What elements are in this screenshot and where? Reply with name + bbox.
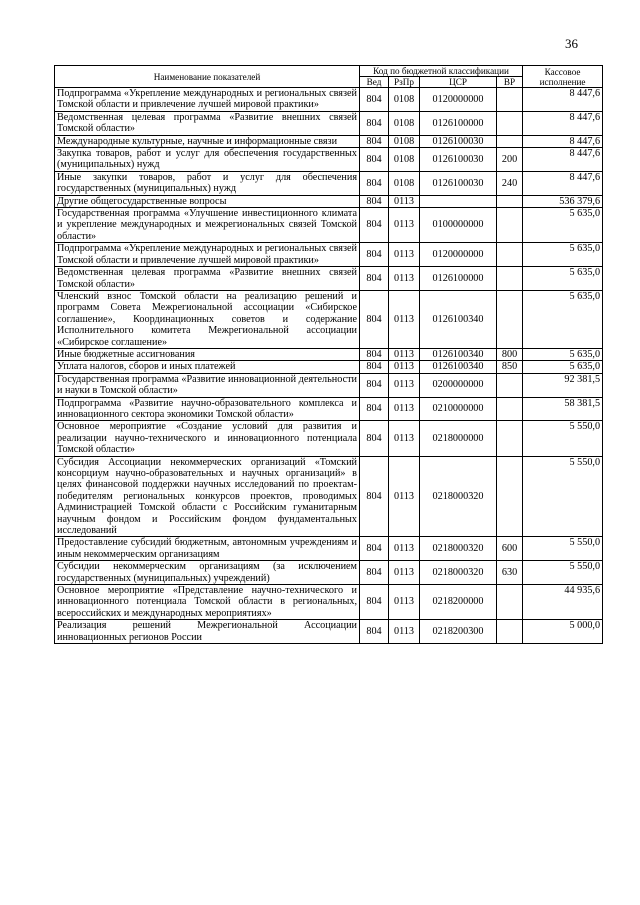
table-row: [55, 171, 603, 195]
table-row: [55, 537, 603, 561]
cell-rzpr: 0113: [389, 243, 420, 267]
cell-rzpr: 0113: [389, 290, 420, 348]
cell-rzpr: 0113: [389, 208, 420, 243]
cell-csr: 0126100000: [420, 267, 497, 291]
cell-csr: 0126100030: [420, 148, 497, 172]
cell-csr: 0126100340: [420, 361, 497, 373]
cell-name: Реализация решений Межрегиональной Ассоциации инновационных регионов России: [55, 620, 360, 644]
cell-name: Уплата налогов, сборов и иных платежей: [55, 361, 360, 373]
cell-ved: 804: [360, 348, 389, 360]
cell-amount: 44 935,6: [523, 585, 603, 620]
cell-vr: 800: [497, 348, 523, 360]
cell-ved: 804: [360, 561, 389, 585]
cell-rzpr: 0113: [389, 373, 420, 397]
cell-ved: 804: [360, 135, 389, 147]
cell-name: Государственная программа «Развитие инновационной деятельности и науки в Томской области»: [55, 373, 360, 397]
cell-amount: 5 635,0: [523, 348, 603, 360]
cell-ved: 804: [360, 397, 389, 421]
cell-vr: [497, 397, 523, 421]
cell-vr: [497, 208, 523, 243]
cell-name: Членский взнос Томской области на реализацию решений и программ Совета Межрегиональной ассоциации «Сибирское соглашение», Координационных советов и содержание Исполнительного комитета Межрегиональной ассоциации «Сибирское соглашение»: [55, 290, 360, 348]
cell-name: Субсидии некоммерческим организациям (за исключением государственных (муниципальных) учреждений): [55, 561, 360, 585]
cell-amount: 5 635,0: [523, 290, 603, 348]
cell-csr: 0100000000: [420, 208, 497, 243]
cell-name: Основное мероприятие «Создание условий для развития и реализации научно-технического и инновационного потенциала Томской области»: [55, 421, 360, 456]
cell-name: Государственная программа «Улучшение инвестиционного климата и укрепление международных и межрегиональных связей Томской области»: [55, 208, 360, 243]
cell-csr: 0218000320: [420, 537, 497, 561]
cell-vr: 600: [497, 537, 523, 561]
header-csr: ЦСР: [420, 77, 497, 88]
cell-vr: [497, 111, 523, 135]
cell-name: Подпрограмма «Укрепление международных и региональных связей Томской области и привлечение лучшей мировой практики»: [55, 88, 360, 112]
cell-name: Субсидия Ассоциации некоммерческих организаций «Томский консорциум научно-образовательных и научных организаций» в целях финансовой поддержки научных исследований по проектам-победителям региональных конкурсов проектов, проводимых Администрацией Томской области с Российским гуманитарным научным фондом и Российским фондом фундаментальных исследований: [55, 456, 360, 537]
page-number: 36: [565, 36, 578, 51]
cell-name: Подпрограмма «Укрепление международных и региональных связей Томской области и привлечение лучшей мировой практики»: [55, 243, 360, 267]
table-row: [55, 135, 603, 147]
cell-ved: 804: [360, 148, 389, 172]
cell-name: Иные закупки товаров, работ и услуг для обеспечения государственных (муниципальных) нужд: [55, 171, 360, 195]
header-name: Наименование показателей: [55, 66, 360, 88]
cell-ved: 804: [360, 290, 389, 348]
table-row: [55, 208, 603, 243]
cell-rzpr: 0113: [389, 421, 420, 456]
cell-vr: [497, 620, 523, 644]
cell-ved: 804: [360, 456, 389, 537]
table-row: [55, 195, 603, 207]
cell-vr: 630: [497, 561, 523, 585]
table-row: [55, 111, 603, 135]
table-row: [55, 348, 603, 360]
table-row: [55, 456, 603, 537]
table-row: [55, 290, 603, 348]
cell-amount: 5 635,0: [523, 208, 603, 243]
cell-vr: [497, 267, 523, 291]
cell-amount: 8 447,6: [523, 111, 603, 135]
cell-ved: 804: [360, 88, 389, 112]
table-row: [55, 397, 603, 421]
cell-rzpr: 0113: [389, 348, 420, 360]
cell-csr: 0126100000: [420, 111, 497, 135]
cell-csr: 0218000000: [420, 421, 497, 456]
cell-rzpr: 0113: [389, 561, 420, 585]
cell-amount: 5 635,0: [523, 361, 603, 373]
cell-csr: [420, 195, 497, 207]
cell-rzpr: 0113: [389, 456, 420, 537]
cell-amount: 8 447,6: [523, 135, 603, 147]
cell-ved: 804: [360, 111, 389, 135]
header-ved: Вед: [360, 77, 389, 88]
cell-vr: [497, 195, 523, 207]
cell-name: Международные культурные, научные и информационные связи: [55, 135, 360, 147]
cell-name: Ведомственная целевая программа «Развитие внешних связей Томской области»: [55, 111, 360, 135]
table-row: [55, 243, 603, 267]
cell-vr: [497, 585, 523, 620]
cell-ved: 804: [360, 421, 389, 456]
cell-amount: 5 550,0: [523, 561, 603, 585]
table-header: [55, 66, 603, 88]
cell-name: Предоставление субсидий бюджетным, автономным учреждениям и иным некоммерческим организациям: [55, 537, 360, 561]
table-row: [55, 88, 603, 112]
cell-amount: 5 635,0: [523, 267, 603, 291]
cell-rzpr: 0108: [389, 88, 420, 112]
cell-vr: [497, 421, 523, 456]
cell-amount: 5 000,0: [523, 620, 603, 644]
cell-ved: 804: [360, 620, 389, 644]
cell-rzpr: 0113: [389, 537, 420, 561]
cell-amount: 5 550,0: [523, 421, 603, 456]
cell-ved: 804: [360, 171, 389, 195]
cell-amount: 8 447,6: [523, 88, 603, 112]
cell-ved: 804: [360, 243, 389, 267]
cell-vr: [497, 456, 523, 537]
header-rzpr: РзПр: [389, 77, 420, 88]
cell-vr: 200: [497, 148, 523, 172]
cell-name: Другие общегосударственные вопросы: [55, 195, 360, 207]
cell-csr: 0218200000: [420, 585, 497, 620]
cell-amount: 8 447,6: [523, 148, 603, 172]
cell-rzpr: 0113: [389, 397, 420, 421]
table-row: [55, 373, 603, 397]
cell-amount: 5 550,0: [523, 456, 603, 537]
cell-csr: 0218200300: [420, 620, 497, 644]
table-body: [55, 88, 603, 644]
cell-vr: 240: [497, 171, 523, 195]
table-row: [55, 561, 603, 585]
cell-amount: 5 635,0: [523, 243, 603, 267]
cell-name: Иные бюджетные ассигнования: [55, 348, 360, 360]
cell-rzpr: 0108: [389, 135, 420, 147]
cell-csr: 0126100340: [420, 290, 497, 348]
table-row: [55, 148, 603, 172]
table-row: [55, 620, 603, 644]
cell-csr: 0210000000: [420, 397, 497, 421]
budget-execution-table: [54, 65, 603, 644]
cell-csr: 0200000000: [420, 373, 497, 397]
cell-csr: 0218000320: [420, 456, 497, 537]
cell-vr: [497, 290, 523, 348]
cell-amount: 92 381,5: [523, 373, 603, 397]
cell-amount: 536 379,6: [523, 195, 603, 207]
cell-ved: 804: [360, 537, 389, 561]
cell-name: Ведомственная целевая программа «Развитие внешних связей Томской области»: [55, 267, 360, 291]
cell-rzpr: 0108: [389, 171, 420, 195]
cell-csr: 0126100340: [420, 348, 497, 360]
cell-amount: 5 550,0: [523, 537, 603, 561]
cell-rzpr: 0113: [389, 195, 420, 207]
cell-ved: 804: [360, 267, 389, 291]
cell-ved: 804: [360, 208, 389, 243]
header-amount: Кассовое исполнение: [523, 66, 603, 88]
cell-amount: 58 381,5: [523, 397, 603, 421]
table-row: [55, 421, 603, 456]
table-row: [55, 361, 603, 373]
cell-csr: 0120000000: [420, 88, 497, 112]
cell-vr: [497, 135, 523, 147]
cell-vr: 850: [497, 361, 523, 373]
table-row: [55, 267, 603, 291]
cell-name: Закупка товаров, работ и услуг для обеспечения государственных (муниципальных) нужд: [55, 148, 360, 172]
cell-ved: 804: [360, 585, 389, 620]
cell-rzpr: 0113: [389, 585, 420, 620]
header-code-group: Код по бюджетной классификации: [360, 66, 523, 77]
table-row: [55, 585, 603, 620]
cell-amount: 8 447,6: [523, 171, 603, 195]
cell-rzpr: 0108: [389, 111, 420, 135]
cell-name: Подпрограмма «Развитие научно-образовательного комплекса и инновационного сектора экономики Томской области»: [55, 397, 360, 421]
header-vr: ВР: [497, 77, 523, 88]
cell-vr: [497, 243, 523, 267]
cell-vr: [497, 373, 523, 397]
cell-rzpr: 0108: [389, 148, 420, 172]
cell-csr: 0218000320: [420, 561, 497, 585]
cell-rzpr: 0113: [389, 620, 420, 644]
cell-rzpr: 0113: [389, 361, 420, 373]
cell-csr: 0120000000: [420, 243, 497, 267]
cell-name: Основное мероприятие «Представление научно-технического и инновационного потенциала Томской области в региональных, всероссийских и международных мероприятиях»: [55, 585, 360, 620]
cell-csr: 0126100030: [420, 171, 497, 195]
cell-ved: 804: [360, 195, 389, 207]
cell-csr: 0126100030: [420, 135, 497, 147]
cell-rzpr: 0113: [389, 267, 420, 291]
cell-vr: [497, 88, 523, 112]
cell-ved: 804: [360, 373, 389, 397]
cell-ved: 804: [360, 361, 389, 373]
